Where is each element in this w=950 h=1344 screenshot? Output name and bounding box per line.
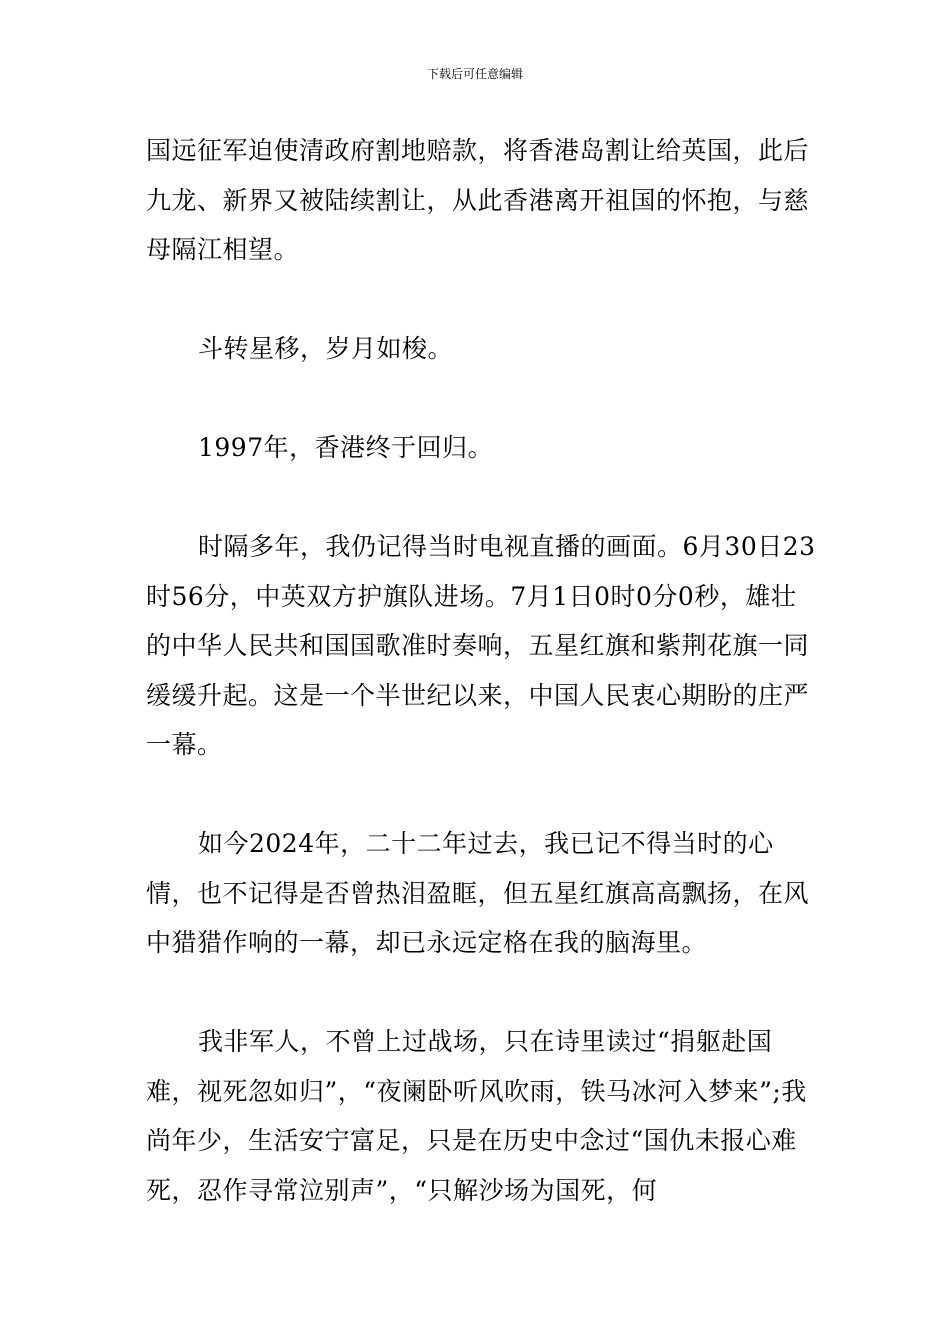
paragraph-spacer: [146, 473, 816, 523]
document-body: [146, 126, 816, 1215]
paragraph-spacer: [146, 770, 816, 820]
paragraph: 1997年，香港终于回归。: [198, 433, 494, 462]
paragraph-spacer: [146, 275, 816, 325]
paragraph: 时隔多年，我仍记得当时电视直播的画面。6月30日23时56分，中英双方护旗队进场。7月1日0时0分0秒，雄壮的中华人民共和国国歌准时奏响，五星红旗和紫荆花旗一同缓缓升起。这是一个半世纪以来，中国人民衷心期盼的庄严一幕。: [146, 532, 816, 759]
paragraph-spacer: [146, 374, 816, 424]
page-header: 下载后可任意编辑: [426, 67, 523, 81]
paragraph: 如今2024年，二十二年过去，我已记不得当时的心情，也不记得是否曾热泪盈眶，但五星红旗高高飘扬，在风中猎猎作响的一幕，却已永远定格在我的脑海里。: [146, 829, 810, 957]
paragraph-continuation: 国远征军迫使清政府割地赔款，将香港岛割让给英国，此后九龙、新界又被陆续割让，从此香港离开祖国的怀抱，与慈母隔江相望。: [146, 136, 810, 264]
paragraph: 斗转星移，岁月如梭。: [198, 334, 454, 363]
paragraph: 我非军人，不曾上过战场，只在诗里读过“捐躯赴国难，视死忽如归”，“夜阑卧听风吹雨，铁马冰河入梦来”;我尚年少，生活安宁富足，只是在历史中念过“国仇未报心难死，忍作寻常泣别声”，“只解沙场为国死，何: [146, 1027, 807, 1205]
paragraph-spacer: [146, 968, 816, 1018]
